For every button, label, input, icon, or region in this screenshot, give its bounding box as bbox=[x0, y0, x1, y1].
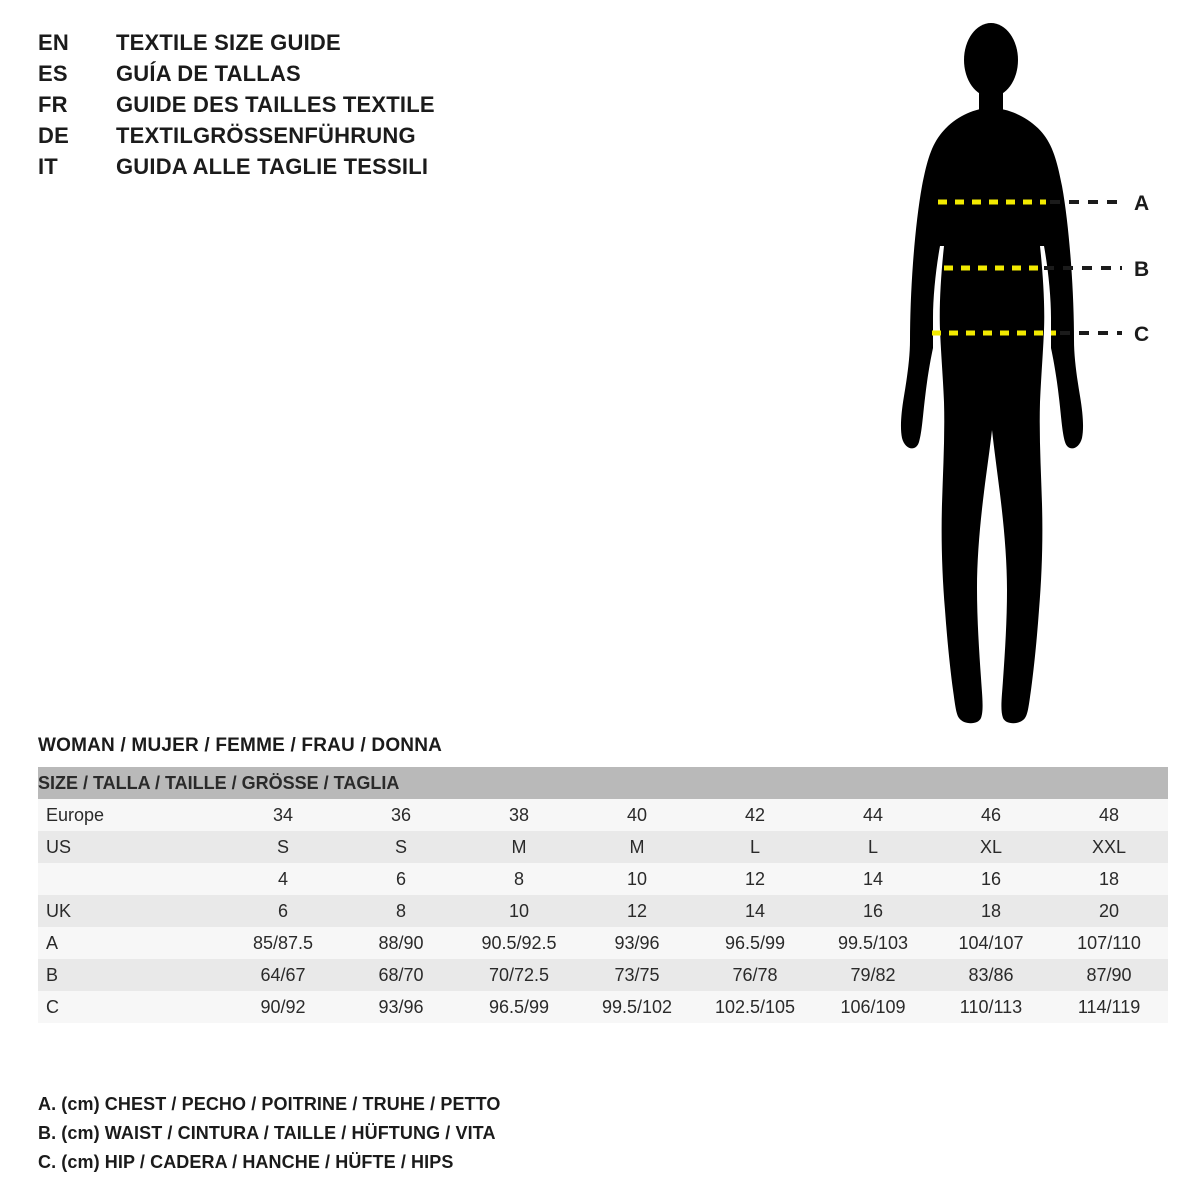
cell-a-6: 99.5/103 bbox=[814, 927, 932, 959]
cell-c-8: 114/119 bbox=[1050, 991, 1168, 1023]
cell-uk-5: 14 bbox=[696, 895, 814, 927]
cell-a-4: 93/96 bbox=[578, 927, 696, 959]
cell-c-6: 106/109 bbox=[814, 991, 932, 1023]
row-label-uk: UK bbox=[38, 895, 224, 927]
cell-b-2: 68/70 bbox=[342, 959, 460, 991]
cell-europe-5: 42 bbox=[696, 799, 814, 831]
footnote-chest: A. (cm) CHEST / PECHO / POITRINE / TRUHE / PETTO bbox=[38, 1094, 501, 1114]
language-code-en: EN bbox=[38, 30, 69, 55]
table-caption: WOMAN / MUJER / FEMME / FRAU / DONNA bbox=[38, 735, 443, 756]
footnotes-block bbox=[38, 1090, 938, 1177]
table-row bbox=[38, 959, 1168, 991]
language-row-en bbox=[38, 30, 558, 61]
cell-uk-7: 18 bbox=[932, 895, 1050, 927]
cell-c-3: 96.5/99 bbox=[460, 991, 578, 1023]
row-label-c: C bbox=[38, 991, 224, 1023]
language-code-it: IT bbox=[38, 154, 58, 179]
language-title-fr: GUIDE DES TAILLES TEXTILE bbox=[116, 92, 435, 117]
row-label-us: US bbox=[38, 831, 224, 863]
language-code-es: ES bbox=[38, 61, 68, 86]
language-title-it: GUIDA ALLE TAGLIE TESSILI bbox=[116, 154, 429, 179]
cell-c-1: 90/92 bbox=[224, 991, 342, 1023]
cell-a-2: 88/90 bbox=[342, 927, 460, 959]
cell-usnum-8: 18 bbox=[1050, 863, 1168, 895]
cell-b-8: 87/90 bbox=[1050, 959, 1168, 991]
cell-c-7: 110/113 bbox=[932, 991, 1050, 1023]
cell-b-6: 79/82 bbox=[814, 959, 932, 991]
cell-uk-6: 16 bbox=[814, 895, 932, 927]
footnote-hip: C. (cm) HIP / CADERA / HANCHE / HÜFTE / HIPS bbox=[38, 1152, 454, 1172]
cell-us-6: L bbox=[814, 831, 932, 863]
table-row bbox=[38, 895, 1168, 927]
cell-usnum-5: 12 bbox=[696, 863, 814, 895]
language-row-fr bbox=[38, 92, 558, 123]
cell-europe-6: 44 bbox=[814, 799, 932, 831]
cell-usnum-3: 8 bbox=[460, 863, 578, 895]
table-row bbox=[38, 831, 1168, 863]
language-row-it bbox=[38, 154, 558, 185]
language-title-es: GUÍA DE TALLAS bbox=[116, 61, 301, 86]
cell-uk-2: 8 bbox=[342, 895, 460, 927]
row-label-us-numeric bbox=[38, 863, 224, 895]
footnote-waist: B. (cm) WAIST / CINTURA / TAILLE / HÜFTUNG / VITA bbox=[38, 1123, 496, 1143]
cell-europe-3: 38 bbox=[460, 799, 578, 831]
cell-b-4: 73/75 bbox=[578, 959, 696, 991]
cell-b-1: 64/67 bbox=[224, 959, 342, 991]
cell-a-7: 104/107 bbox=[932, 927, 1050, 959]
cell-europe-8: 48 bbox=[1050, 799, 1168, 831]
cell-c-5: 102.5/105 bbox=[696, 991, 814, 1023]
size-table-section bbox=[38, 735, 1168, 1023]
cell-uk-8: 20 bbox=[1050, 895, 1168, 927]
table-row bbox=[38, 927, 1168, 959]
cell-us-4: M bbox=[578, 831, 696, 863]
row-label-europe: Europe bbox=[38, 799, 224, 831]
cell-a-3: 90.5/92.5 bbox=[460, 927, 578, 959]
cell-us-2: S bbox=[342, 831, 460, 863]
marker-label-a: A bbox=[1134, 192, 1150, 215]
marker-label-b: B bbox=[1134, 258, 1150, 281]
cell-a-8: 107/110 bbox=[1050, 927, 1168, 959]
language-row-es bbox=[38, 61, 558, 92]
table-row bbox=[38, 863, 1168, 895]
cell-us-1: S bbox=[224, 831, 342, 863]
cell-b-3: 70/72.5 bbox=[460, 959, 578, 991]
language-title-en: TEXTILE SIZE GUIDE bbox=[116, 30, 341, 55]
row-label-a: A bbox=[38, 927, 224, 959]
cell-us-5: L bbox=[696, 831, 814, 863]
cell-usnum-1: 4 bbox=[224, 863, 342, 895]
cell-b-7: 83/86 bbox=[932, 959, 1050, 991]
cell-a-1: 85/87.5 bbox=[224, 927, 342, 959]
row-label-b: B bbox=[38, 959, 224, 991]
cell-uk-1: 6 bbox=[224, 895, 342, 927]
language-header-block bbox=[38, 30, 558, 185]
language-title-de: TEXTILGRÖSSENFÜHRUNG bbox=[116, 123, 416, 148]
language-code-de: DE bbox=[38, 123, 69, 148]
table-header-label: SIZE / TALLA / TAILLE / GRÖSSE / TAGLIA bbox=[38, 767, 1168, 799]
cell-us-7: XL bbox=[932, 831, 1050, 863]
table-header-row bbox=[38, 767, 1168, 799]
size-table bbox=[38, 767, 1168, 1023]
cell-c-2: 93/96 bbox=[342, 991, 460, 1023]
language-code-fr: FR bbox=[38, 92, 68, 117]
cell-us-8: XXL bbox=[1050, 831, 1168, 863]
marker-label-c: C bbox=[1134, 323, 1150, 346]
cell-b-5: 76/78 bbox=[696, 959, 814, 991]
cell-c-4: 99.5/102 bbox=[578, 991, 696, 1023]
language-row-de bbox=[38, 123, 558, 154]
cell-usnum-2: 6 bbox=[342, 863, 460, 895]
table-row bbox=[38, 991, 1168, 1023]
table-row bbox=[38, 799, 1168, 831]
cell-europe-2: 36 bbox=[342, 799, 460, 831]
cell-uk-3: 10 bbox=[460, 895, 578, 927]
silhouette-icon bbox=[901, 23, 1083, 723]
cell-us-3: M bbox=[460, 831, 578, 863]
cell-usnum-7: 16 bbox=[932, 863, 1050, 895]
cell-usnum-6: 14 bbox=[814, 863, 932, 895]
cell-uk-4: 12 bbox=[578, 895, 696, 927]
cell-europe-4: 40 bbox=[578, 799, 696, 831]
cell-usnum-4: 10 bbox=[578, 863, 696, 895]
cell-a-5: 96.5/99 bbox=[696, 927, 814, 959]
female-silhouette-figure bbox=[860, 18, 1190, 738]
cell-europe-7: 46 bbox=[932, 799, 1050, 831]
cell-europe-1: 34 bbox=[224, 799, 342, 831]
